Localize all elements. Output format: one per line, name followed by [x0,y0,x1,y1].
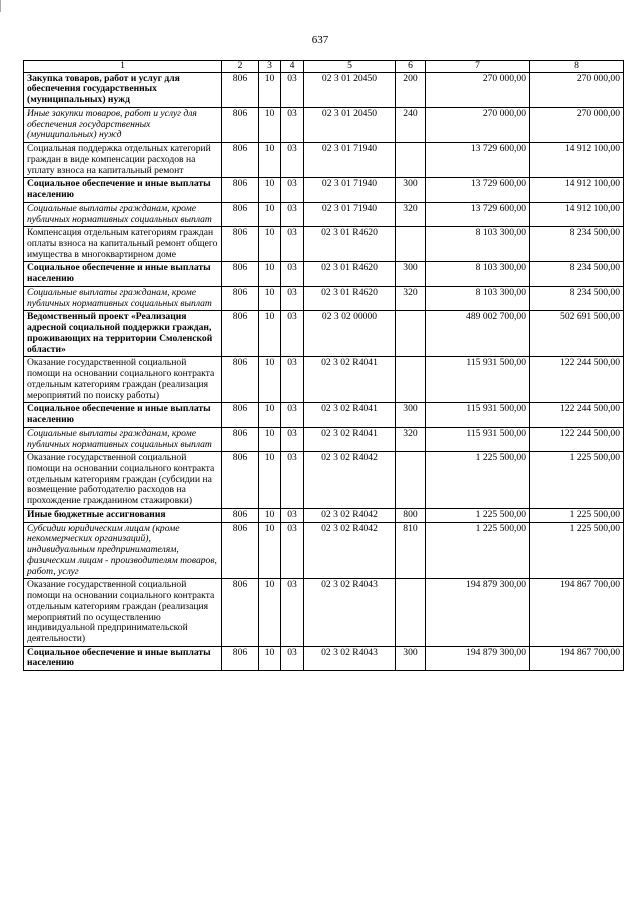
subsection-cell: 03 [281,72,304,107]
table-row [24,579,624,646]
subsection-cell: 03 [281,202,304,226]
row-name-cell: Иные закупки товаров, работ и услуг для обеспечения государственных (муниципальных) нужд [24,107,222,142]
expense-type-cell [396,227,426,262]
target-article-cell: 02 3 01 71940 [304,202,396,226]
amount-year1-cell: 1 225 500,00 [426,452,530,509]
target-article-cell: 02 3 02 R4043 [304,579,396,646]
ministry-code-cell: 806 [222,403,259,427]
target-article-cell: 02 3 01 20450 [304,107,396,142]
expense-type-cell: 300 [396,178,426,202]
row-name-cell: Оказание государственной социальной помощи на основании социального контракта отдельным категориям граждан (реализация мероприятий по поиску работы) [24,357,222,403]
subsection-cell: 03 [281,646,304,670]
subsection-cell: 03 [281,143,304,178]
target-article-cell: 02 3 02 R4041 [304,403,396,427]
amount-year1-cell: 270 000,00 [426,72,530,107]
section-cell: 10 [259,178,281,202]
amount-year2-cell: 14 912 100,00 [530,143,624,178]
table-row [24,403,624,427]
expense-type-cell [396,452,426,509]
subsection-cell: 03 [281,227,304,262]
target-article-cell: 02 3 01 R4620 [304,262,396,286]
section-cell: 10 [259,262,281,286]
amount-year2-cell: 270 000,00 [530,107,624,142]
expense-type-cell [396,357,426,403]
amount-year1-cell: 13 729 600,00 [426,178,530,202]
subsection-cell: 03 [281,452,304,509]
expense-type-cell: 320 [396,202,426,226]
ministry-code-cell: 806 [222,178,259,202]
amount-year2-cell: 122 244 500,00 [530,427,624,451]
row-name-cell: Социальные выплаты гражданам, кроме публичных нормативных социальных выплат [24,286,222,310]
expense-type-cell: 240 [396,107,426,142]
table-row [24,143,624,178]
amount-year2-cell: 8 234 500,00 [530,262,624,286]
table-row [24,227,624,262]
subsection-cell: 03 [281,178,304,202]
target-article-cell: 02 3 02 R4041 [304,357,396,403]
ministry-code-cell: 806 [222,262,259,286]
amount-year2-cell: 14 912 100,00 [530,202,624,226]
amount-year2-cell: 122 244 500,00 [530,403,624,427]
target-article-cell: 02 3 02 R4041 [304,427,396,451]
amount-year1-cell: 489 002 700,00 [426,311,530,357]
subsection-cell: 03 [281,107,304,142]
section-cell: 10 [259,403,281,427]
section-cell: 10 [259,311,281,357]
target-article-cell: 02 3 02 R4042 [304,508,396,522]
row-name-cell: Социальное обеспечение и иные выплаты населению [24,262,222,286]
row-name-cell: Оказание государственной социальной помощи на основании социального контракта отдельным категориям граждан (субсидии на возмещение работодателю расходов на прохождение гражданином стажировки) [24,452,222,509]
subsection-cell: 03 [281,508,304,522]
page-number: 637 [311,34,329,46]
section-cell: 10 [259,427,281,451]
row-name-cell: Социальное обеспечение и иные выплаты населению [24,646,222,670]
target-article-cell: 02 3 01 71940 [304,178,396,202]
expense-type-cell: 320 [396,427,426,451]
amount-year1-cell: 115 931 500,00 [426,427,530,451]
amount-year1-cell: 13 729 600,00 [426,143,530,178]
row-name-cell: Оказание государственной социальной помощи на основании социального контракта отдельным категориям граждан (реализация мероприятий по осуществлению индивидуальной предпринимательской деятельности) [24,579,222,646]
ministry-code-cell: 806 [222,143,259,178]
expense-type-cell [396,311,426,357]
ministry-code-cell: 806 [222,646,259,670]
amount-year1-cell: 8 103 300,00 [426,262,530,286]
ministry-code-cell: 806 [222,579,259,646]
amount-year1-cell: 194 879 300,00 [426,579,530,646]
ministry-code-cell: 806 [222,452,259,509]
row-name-cell: Социальная поддержка отдельных категорий граждан в виде компенсации расходов на уплату взноса на капитальный ремонт [24,143,222,178]
expense-type-cell [396,579,426,646]
amount-year1-cell: 13 729 600,00 [426,202,530,226]
expense-type-cell: 300 [396,646,426,670]
ministry-code-cell: 806 [222,202,259,226]
expense-type-cell: 810 [396,522,426,579]
section-cell: 10 [259,508,281,522]
amount-year1-cell: 270 000,00 [426,107,530,142]
ministry-code-cell: 806 [222,522,259,579]
row-name-cell: Ведомственный проект «Реализация адресной социальной поддержки граждан, проживающих на территории Смоленской области» [24,311,222,357]
table-row [24,202,624,226]
header-cell: 3 [259,61,281,73]
amount-year2-cell: 1 225 500,00 [530,522,624,579]
ministry-code-cell: 806 [222,286,259,310]
row-name-cell: Субсидии юридическим лицам (кроме некоммерческих организаций), индивидуальным предпринимателям, физическим лицам - производителям товаров, работ, услуг [24,522,222,579]
amount-year2-cell: 8 234 500,00 [530,227,624,262]
budget-table [23,60,624,671]
amount-year2-cell: 122 244 500,00 [530,357,624,403]
header-cell: 5 [304,61,396,73]
table-row [24,646,624,670]
header-cell: 7 [426,61,530,73]
table-row [24,522,624,579]
table-row [24,357,624,403]
target-article-cell: 02 3 02 R4042 [304,522,396,579]
expense-type-cell: 300 [396,403,426,427]
table-row [24,107,624,142]
table-row [24,262,624,286]
expense-type-cell [396,143,426,178]
target-article-cell: 02 3 01 R4620 [304,286,396,310]
ministry-code-cell: 806 [222,107,259,142]
subsection-cell: 03 [281,286,304,310]
header-cell: 2 [222,61,259,73]
section-cell: 10 [259,202,281,226]
subsection-cell: 03 [281,311,304,357]
row-name-cell: Социальные выплаты гражданам, кроме публичных нормативных социальных выплат [24,427,222,451]
section-cell: 10 [259,452,281,509]
section-cell: 10 [259,72,281,107]
scan-edge-mark [0,0,7,12]
row-name-cell: Компенсация отдельным категориям граждан оплаты взноса на капитальный ремонт общего имущества в многоквартирном доме [24,227,222,262]
amount-year2-cell: 194 867 700,00 [530,646,624,670]
row-name-cell: Иные бюджетные ассигнования [24,508,222,522]
amount-year2-cell: 1 225 500,00 [530,452,624,509]
subsection-cell: 03 [281,427,304,451]
amount-year2-cell: 1 225 500,00 [530,508,624,522]
section-cell: 10 [259,286,281,310]
section-cell: 10 [259,522,281,579]
amount-year2-cell: 14 912 100,00 [530,178,624,202]
section-cell: 10 [259,143,281,178]
subsection-cell: 03 [281,262,304,286]
amount-year1-cell: 115 931 500,00 [426,403,530,427]
ministry-code-cell: 806 [222,311,259,357]
amount-year1-cell: 1 225 500,00 [426,508,530,522]
subsection-cell: 03 [281,403,304,427]
subsection-cell: 03 [281,522,304,579]
header-cell: 1 [24,61,222,73]
row-name-cell: Социальное обеспечение и иные выплаты населению [24,403,222,427]
ministry-code-cell: 806 [222,72,259,107]
section-cell: 10 [259,646,281,670]
row-name-cell: Социальные выплаты гражданам, кроме публичных нормативных социальных выплат [24,202,222,226]
table-row [24,508,624,522]
amount-year1-cell: 8 103 300,00 [426,286,530,310]
expense-type-cell: 320 [396,286,426,310]
expense-type-cell: 300 [396,262,426,286]
section-cell: 10 [259,227,281,262]
expense-type-cell: 800 [396,508,426,522]
table-row [24,286,624,310]
header-row [24,61,624,73]
amount-year1-cell: 8 103 300,00 [426,227,530,262]
target-article-cell: 02 3 02 R4043 [304,646,396,670]
subsection-cell: 03 [281,579,304,646]
table-row [24,72,624,107]
header-cell: 6 [396,61,426,73]
target-article-cell: 02 3 01 71940 [304,143,396,178]
ministry-code-cell: 806 [222,227,259,262]
table-row [24,452,624,509]
amount-year1-cell: 194 879 300,00 [426,646,530,670]
expense-type-cell: 200 [396,72,426,107]
amount-year2-cell: 8 234 500,00 [530,286,624,310]
table-row [24,427,624,451]
header-cell: 4 [281,61,304,73]
table-row [24,311,624,357]
target-article-cell: 02 3 02 R4042 [304,452,396,509]
target-article-cell: 02 3 01 R4620 [304,227,396,262]
amount-year1-cell: 1 225 500,00 [426,522,530,579]
ministry-code-cell: 806 [222,357,259,403]
amount-year1-cell: 115 931 500,00 [426,357,530,403]
amount-year2-cell: 194 867 700,00 [530,579,624,646]
section-cell: 10 [259,357,281,403]
row-name-cell: Социальное обеспечение и иные выплаты населению [24,178,222,202]
amount-year2-cell: 502 691 500,00 [530,311,624,357]
section-cell: 10 [259,107,281,142]
ministry-code-cell: 806 [222,427,259,451]
subsection-cell: 03 [281,357,304,403]
row-name-cell: Закупка товаров, работ и услуг для обеспечения государственных (муниципальных) нужд [24,72,222,107]
target-article-cell: 02 3 02 00000 [304,311,396,357]
amount-year2-cell: 270 000,00 [530,72,624,107]
ministry-code-cell: 806 [222,508,259,522]
header-cell: 8 [530,61,624,73]
section-cell: 10 [259,579,281,646]
target-article-cell: 02 3 01 20450 [304,72,396,107]
table-row [24,178,624,202]
